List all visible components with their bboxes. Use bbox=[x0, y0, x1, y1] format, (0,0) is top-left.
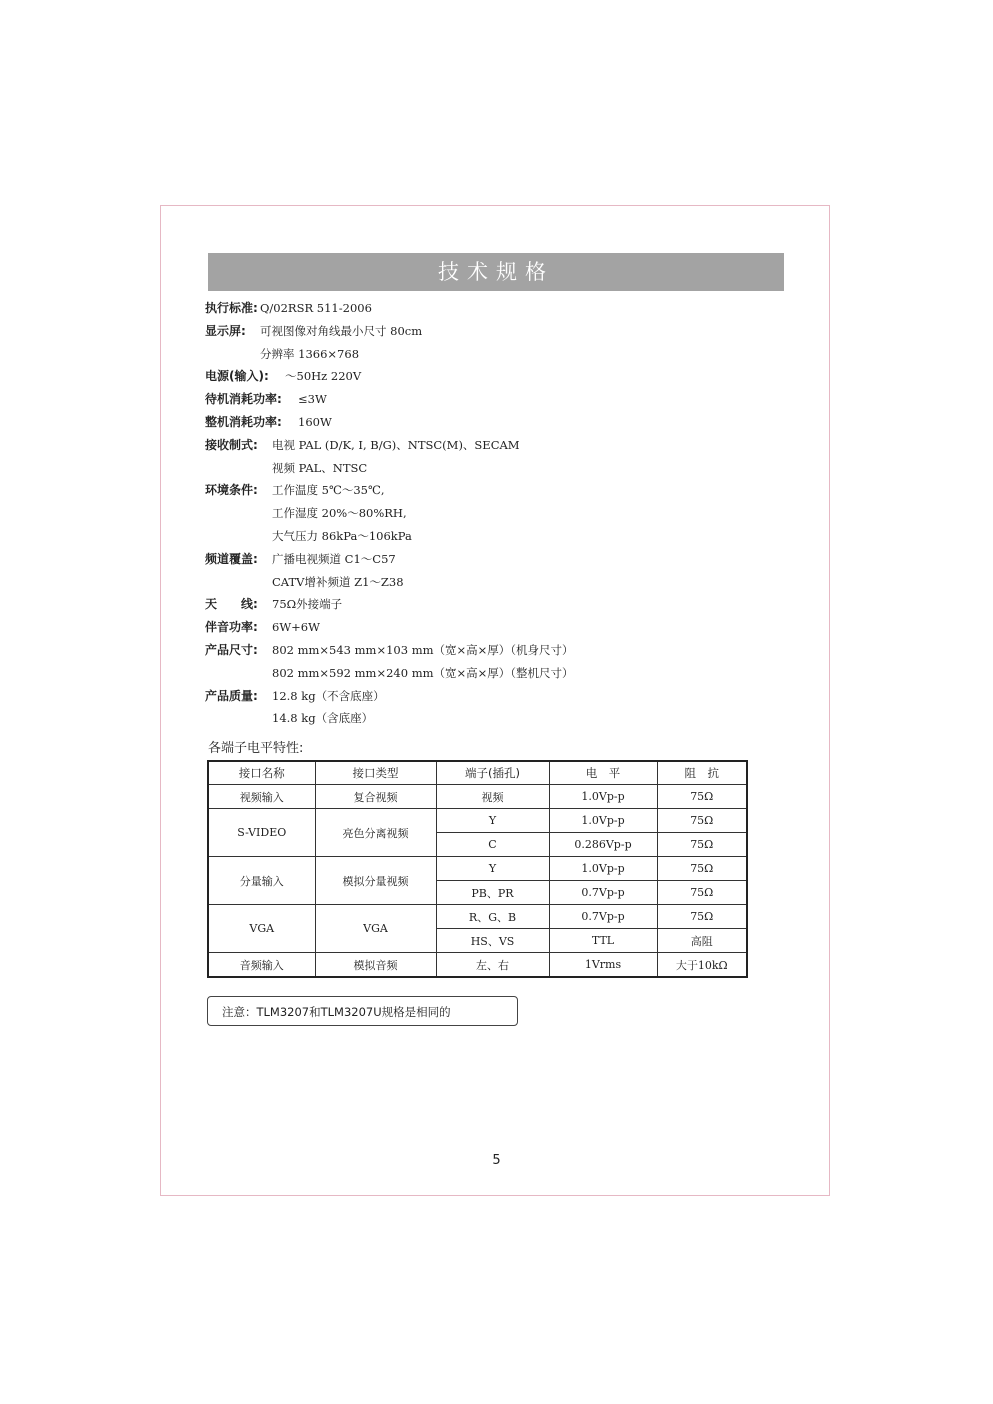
spec-value: CATV增补频道 Z1～Z38 bbox=[272, 574, 404, 589]
table-cell: 1.0Vp-p bbox=[549, 785, 657, 809]
spec-row bbox=[205, 365, 765, 388]
table-cell: 分量输入 bbox=[208, 857, 315, 905]
table-row bbox=[208, 905, 747, 929]
table-cell: 0.286Vp-p bbox=[549, 833, 657, 857]
spec-label: 产品质量: bbox=[205, 688, 258, 703]
spec-label: 整机消耗功率: bbox=[205, 414, 282, 429]
spec-row bbox=[205, 320, 765, 343]
spec-value: ～50Hz 220V bbox=[285, 369, 362, 384]
spec-value: 工作温度 5℃～35℃, bbox=[272, 483, 385, 498]
table-cell: S-VIDEO bbox=[208, 809, 315, 857]
spec-value: 分辨率 1366×768 bbox=[260, 346, 360, 361]
spec-label: 天 线: bbox=[205, 597, 258, 612]
page-number: 5 bbox=[492, 1153, 501, 1168]
spec-value: 160W bbox=[298, 414, 332, 429]
spec-value: 广播电视频道 C1～C57 bbox=[272, 551, 396, 566]
table-cell: R、G、B bbox=[436, 905, 549, 929]
table-cell: 视频 bbox=[436, 785, 549, 809]
spec-row bbox=[205, 639, 765, 662]
table-cell: 75Ω bbox=[657, 809, 747, 833]
table-cell: 75Ω bbox=[657, 881, 747, 905]
spec-row bbox=[205, 593, 765, 616]
table-cell: VGA bbox=[315, 905, 436, 953]
spec-row bbox=[205, 525, 765, 548]
spec-row bbox=[205, 343, 765, 366]
spec-label: 产品尺寸: bbox=[205, 642, 258, 657]
table-cell: 模拟分量视频 bbox=[315, 857, 436, 905]
spec-label: 频道覆盖: bbox=[205, 551, 258, 566]
table-cell: 视频输入 bbox=[208, 785, 315, 809]
spec-value: 大气压力 86kPa～106kPa bbox=[272, 528, 412, 543]
spec-row bbox=[205, 434, 765, 457]
table-cell: 0.7Vp-p bbox=[549, 905, 657, 929]
table-cell: 0.7Vp-p bbox=[549, 881, 657, 905]
spec-label: 显示屏: bbox=[205, 323, 246, 338]
spec-label: 接收制式: bbox=[205, 437, 258, 452]
spec-row bbox=[205, 479, 765, 502]
spec-value: 75Ω外接端子 bbox=[272, 597, 343, 612]
spec-label: 伴音功率: bbox=[205, 620, 258, 635]
spec-value: 802 mm×543 mm×103 mm（宽×高×厚）（机身尺寸） bbox=[272, 642, 574, 657]
spec-row bbox=[205, 411, 765, 434]
table-row bbox=[208, 809, 747, 833]
spec-row bbox=[205, 685, 765, 708]
spec-value: Q/02RSR 511-2006 bbox=[260, 301, 372, 315]
table-cell: 1.0Vp-p bbox=[549, 857, 657, 881]
spec-label: 环境条件: bbox=[205, 483, 258, 498]
table-cell: Y bbox=[436, 857, 549, 881]
table-row bbox=[208, 785, 747, 809]
spec-label: 电源(输入): bbox=[205, 369, 269, 384]
section-title: 各端子电平特性: bbox=[208, 741, 304, 756]
table-cell: TTL bbox=[549, 929, 657, 953]
table-cell: 75Ω bbox=[657, 905, 747, 929]
spec-row bbox=[205, 457, 765, 480]
spec-row bbox=[205, 571, 765, 594]
table-cell: C bbox=[436, 833, 549, 857]
table-cell: 75Ω bbox=[657, 857, 747, 881]
spec-value: 电视 PAL (D/K, I, B/G)、NTSC(M)、SECAM bbox=[272, 437, 520, 452]
table-cell: 75Ω bbox=[657, 785, 747, 809]
table-cell: 复合视频 bbox=[315, 785, 436, 809]
table-cell: 1Vrms bbox=[549, 953, 657, 978]
table-cell: VGA bbox=[208, 905, 315, 953]
table-cell: Y bbox=[436, 809, 549, 833]
header-cell: 端子(插孔) bbox=[436, 761, 549, 785]
table-cell: 75Ω bbox=[657, 833, 747, 857]
table-cell: 模拟音频 bbox=[315, 953, 436, 978]
spec-row bbox=[205, 502, 765, 525]
header-cell: 接口类型 bbox=[315, 761, 436, 785]
header-cell: 阻 抗 bbox=[657, 761, 747, 785]
spec-value: 6W+6W bbox=[272, 620, 320, 635]
spec-value: 可视图像对角线最小尺寸 80cm bbox=[260, 323, 423, 338]
terminal-table bbox=[207, 760, 748, 978]
page-title: 技术规格 bbox=[208, 253, 784, 291]
table-cell: 高阻 bbox=[657, 929, 747, 953]
spec-label: 待机消耗功率: bbox=[205, 392, 282, 407]
table-cell: PB、PR bbox=[436, 881, 549, 905]
spec-value: 802 mm×592 mm×240 mm（宽×高×厚）（整机尺寸） bbox=[272, 665, 574, 680]
spec-row bbox=[205, 388, 765, 411]
table-cell: 大于10kΩ bbox=[657, 953, 747, 978]
table-cell: 左、右 bbox=[436, 953, 549, 978]
spec-label: 执行标准: bbox=[205, 301, 258, 315]
spec-value: ≤3W bbox=[298, 392, 327, 407]
table-cell: HS、VS bbox=[436, 929, 549, 953]
table-header-row bbox=[208, 761, 747, 785]
note-box: 注意：TLM3207和TLM3207U规格是相同的 bbox=[207, 996, 518, 1026]
spec-list bbox=[205, 297, 765, 730]
table-cell: 音频输入 bbox=[208, 953, 315, 978]
spec-value: 工作湿度 20%～80%RH, bbox=[272, 506, 407, 521]
header-cell: 接口名称 bbox=[208, 761, 315, 785]
table-cell: 亮色分离视频 bbox=[315, 809, 436, 857]
spec-value: 视频 PAL、NTSC bbox=[272, 460, 368, 475]
spec-value: 12.8 kg（不含底座） bbox=[272, 688, 385, 703]
table-row bbox=[208, 857, 747, 881]
spec-value: 14.8 kg（含底座） bbox=[272, 711, 374, 726]
table-row bbox=[208, 953, 747, 978]
spec-row bbox=[205, 548, 765, 571]
spec-row bbox=[205, 707, 765, 730]
spec-row bbox=[205, 662, 765, 685]
table-cell: 1.0Vp-p bbox=[549, 809, 657, 833]
header-cell: 电 平 bbox=[549, 761, 657, 785]
spec-row bbox=[205, 616, 765, 639]
spec-row bbox=[205, 297, 765, 320]
